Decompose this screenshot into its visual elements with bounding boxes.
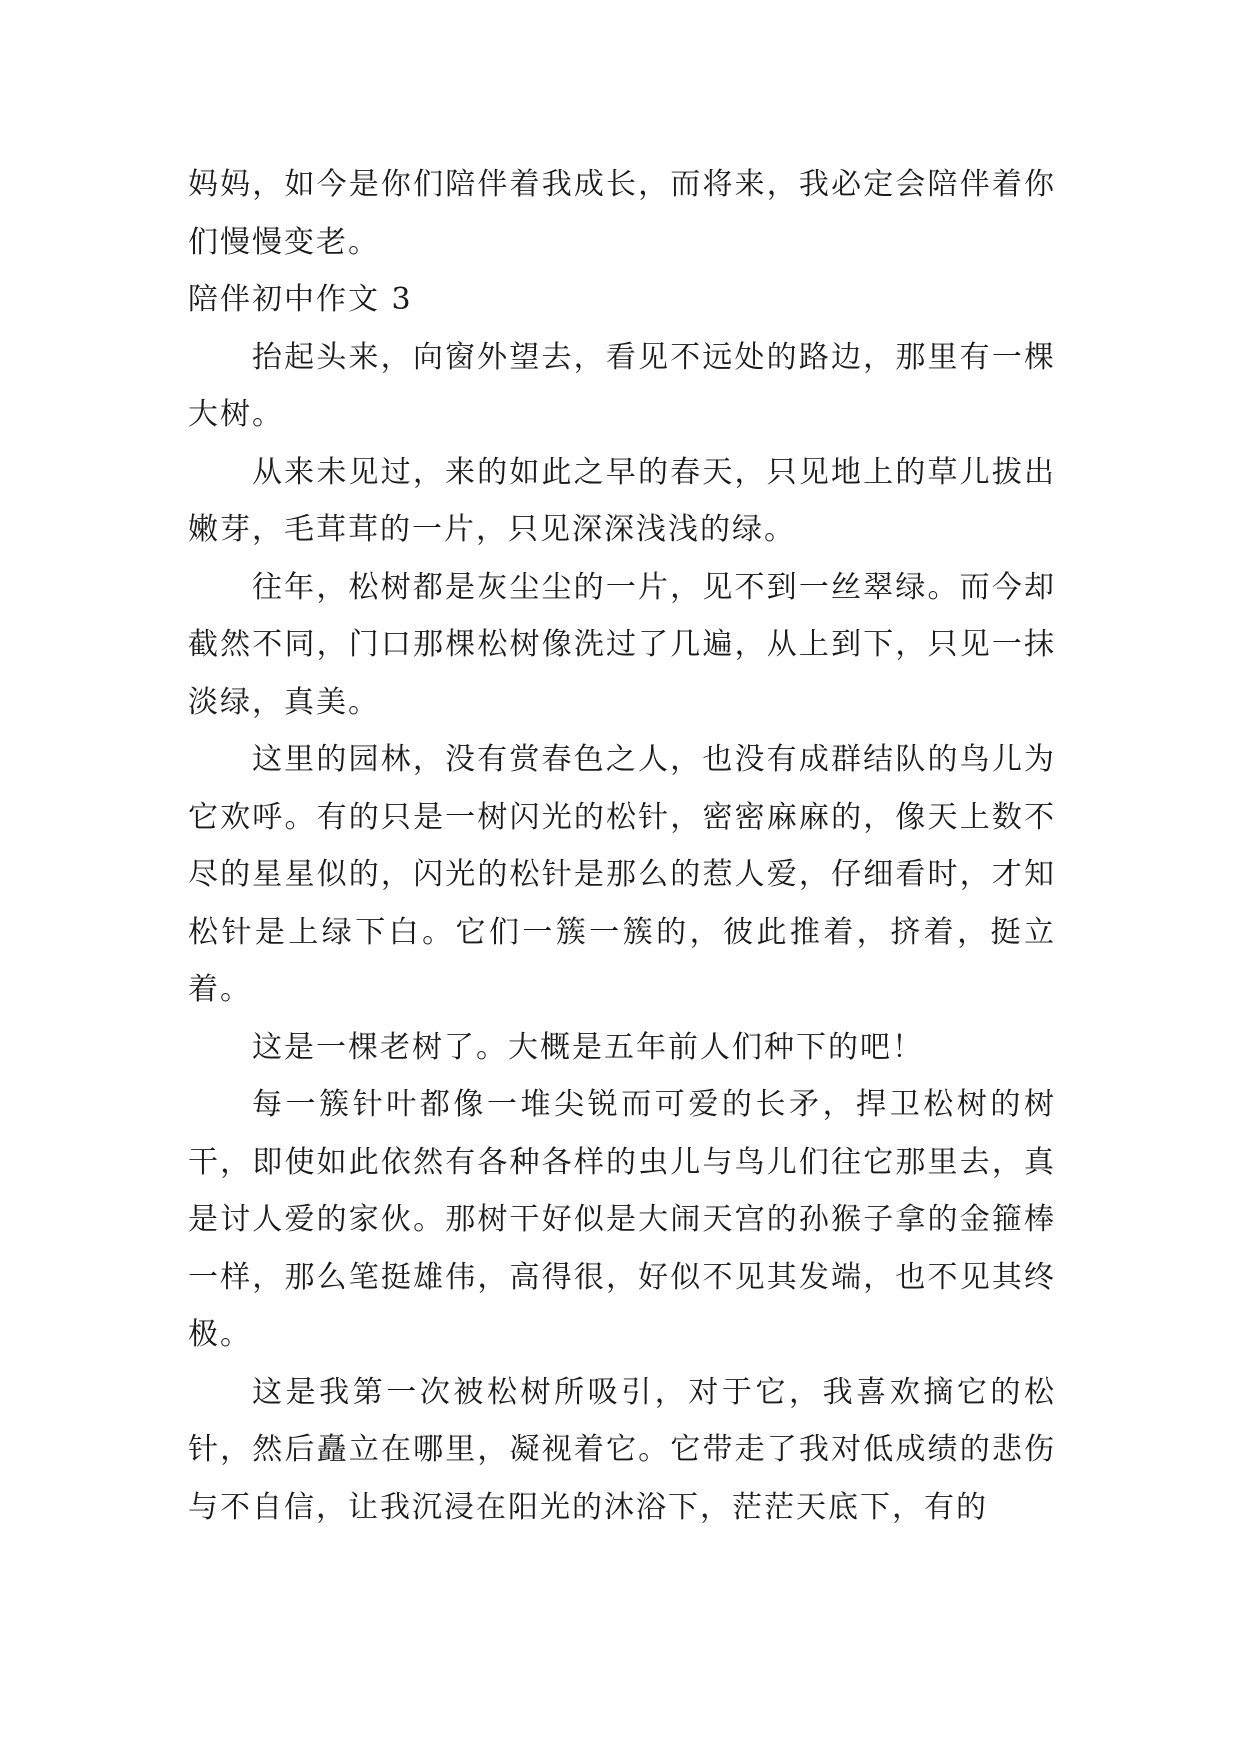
paragraph: 这是我第一次被松树所吸引，对于它，我喜欢摘它的松针，然后矗立在哪里，凝视着它。它带走了我对低成绩的悲伤与不自信，让我沉浸在阳光的沐浴下，茫茫天底下，有的 (188, 1374, 1056, 1525)
paragraph: 这里的园林，没有赏春色之人，也没有成群结队的鸟儿为它欢呼。有的只是一树闪光的松针，密密麻麻的，像天上数不尽的星星似的，闪光的松针是那么的惹人爱，仔细看时，才知松针是上绿下白。它们一簇一簇的，彼此推着，挤着，挺立着。 (188, 742, 1056, 1007)
paragraph: 每一簇针叶都像一堆尖锐而可爱的长矛，捍卫松树的树干，即使如此依然有各种各样的虫儿与鸟儿们往它那里去，真是讨人爱的家伙。那树干好似是大闹天宫的孙猴子拿的金箍棒一样，那么笔挺雄伟，高得很，好似不见其发端，也不见其终极。 (188, 1087, 1056, 1352)
paragraph: 从来未见过，来的如此之早的春天，只见地上的草儿拔出嫩芽，毛茸茸的一片，只见深深浅浅的绿。 (188, 454, 1056, 547)
paragraph: 抬起头来，向窗外望去，看见不远处的路边，那里有一棵大树。 (188, 339, 1056, 432)
essay-heading: 陪伴初中作文 3 (188, 282, 413, 317)
paragraph: 这是一棵老树了。大概是五年前人们种下的吧！ (252, 1029, 924, 1065)
paragraph: 往年，松树都是灰尘尘的一片，见不到一丝翠绿。而今却截然不同，门口那棵松树像洗过了几遍，从上到下，只见一抹淡绿，真美。 (188, 569, 1056, 720)
document-body (188, 156, 1056, 1536)
paragraph-continuation: 妈妈，如今是你们陪伴着我成长，而将来，我必定会陪伴着你们慢慢变老。 (188, 167, 1056, 260)
